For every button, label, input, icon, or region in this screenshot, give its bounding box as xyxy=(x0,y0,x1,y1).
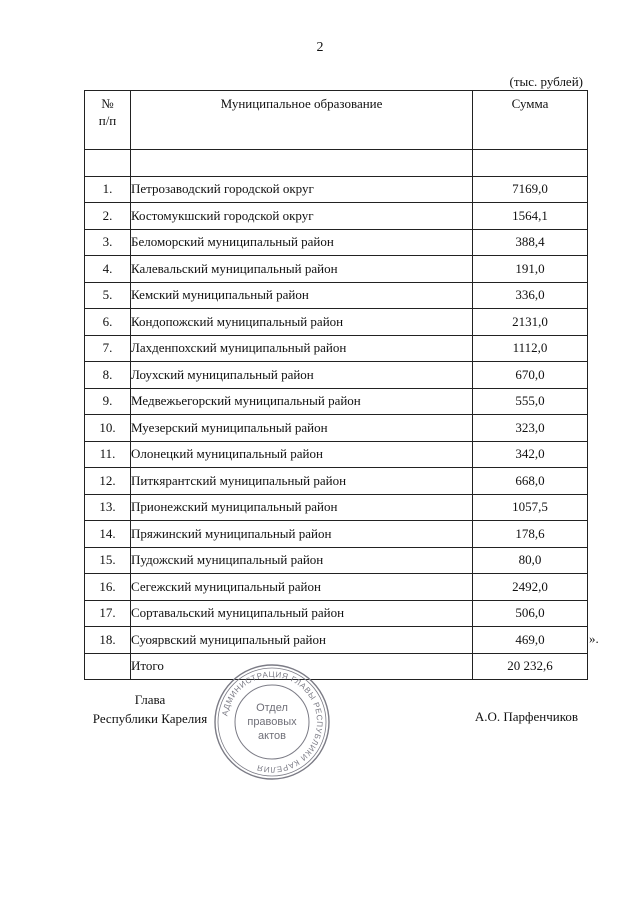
row-number: 7. xyxy=(85,335,131,362)
row-municipality: Петрозаводский городской округ xyxy=(131,176,473,203)
row-number: 14. xyxy=(85,521,131,548)
table-row xyxy=(85,415,588,442)
table-row xyxy=(85,441,588,468)
signature-title xyxy=(84,690,216,728)
header-municipality: Муниципальное образование xyxy=(131,91,473,150)
table-row xyxy=(85,362,588,389)
row-municipality: Кондопожский муниципальный район xyxy=(131,309,473,336)
table-row xyxy=(85,309,588,336)
row-sum: 336,0 xyxy=(473,282,588,309)
table-header-row xyxy=(85,91,588,150)
row-municipality: Кемский муниципальный район xyxy=(131,282,473,309)
row-sum: 2492,0 xyxy=(473,574,588,601)
row-municipality: Олонецкий муниципальный район xyxy=(131,441,473,468)
row-number: 4. xyxy=(85,256,131,283)
table-row xyxy=(85,521,588,548)
row-sum: 323,0 xyxy=(473,415,588,442)
closing-quote: ». xyxy=(589,631,599,646)
row-number: 6. xyxy=(85,309,131,336)
row-number: 1. xyxy=(85,176,131,203)
row-sum: 668,0 xyxy=(473,468,588,495)
total-row xyxy=(85,653,588,680)
row-number: 17. xyxy=(85,600,131,627)
row-municipality: Медвежьегорский муниципальный район xyxy=(131,388,473,415)
row-sum: 506,0 xyxy=(473,600,588,627)
row-sum: 555,0 xyxy=(473,388,588,415)
row-municipality: Суоярвский муниципальный район xyxy=(131,627,473,654)
row-number: 10. xyxy=(85,415,131,442)
total-sum: 20 232,6 xyxy=(473,653,588,680)
row-number: 2. xyxy=(85,203,131,230)
row-municipality: Сортавальский муниципальный район xyxy=(131,600,473,627)
row-municipality: Прионежский муниципальный район xyxy=(131,494,473,521)
table-row xyxy=(85,494,588,521)
row-number: 5. xyxy=(85,282,131,309)
row-number: 15. xyxy=(85,547,131,574)
table-row xyxy=(85,335,588,362)
units-label: (тыс. рублей) xyxy=(509,74,583,89)
stamp-line2: правовых xyxy=(247,716,297,728)
distribution-table xyxy=(84,90,588,680)
stamp-line3: актов xyxy=(258,730,286,742)
row-number: 9. xyxy=(85,388,131,415)
row-municipality: Сегежский муниципальный район xyxy=(131,574,473,601)
header-sum: Сумма xyxy=(473,91,588,150)
row-number: 18. xyxy=(85,627,131,654)
spacer-cell xyxy=(473,150,588,177)
table-row xyxy=(85,176,588,203)
table-body xyxy=(85,150,588,680)
row-sum: 191,0 xyxy=(473,256,588,283)
row-sum: 1112,0 xyxy=(473,335,588,362)
table-row xyxy=(85,256,588,283)
row-sum: 1057,5 xyxy=(473,494,588,521)
table-row xyxy=(85,282,588,309)
table-row xyxy=(85,388,588,415)
header-number-text: № п/п xyxy=(98,96,117,128)
row-municipality: Лахденпохский муниципальный район xyxy=(131,335,473,362)
total-number xyxy=(85,653,131,680)
row-municipality: Костомукшский городской округ xyxy=(131,203,473,230)
spacer-cell xyxy=(131,150,473,177)
row-number: 12. xyxy=(85,468,131,495)
total-label: Итого xyxy=(131,653,473,680)
row-sum: 178,6 xyxy=(473,521,588,548)
table-row xyxy=(85,229,588,256)
row-sum: 7169,0 xyxy=(473,176,588,203)
table-row xyxy=(85,468,588,495)
row-municipality: Пудожский муниципальный район xyxy=(131,547,473,574)
row-sum: 1564,1 xyxy=(473,203,588,230)
row-number: 3. xyxy=(85,229,131,256)
row-number: 13. xyxy=(85,494,131,521)
row-sum: 80,0 xyxy=(473,547,588,574)
header-number xyxy=(85,91,131,150)
row-municipality: Питкярантский муниципальный район xyxy=(131,468,473,495)
row-municipality: Муезерский муниципальный район xyxy=(131,415,473,442)
row-municipality: Беломорский муниципальный район xyxy=(131,229,473,256)
row-municipality: Калевальский муниципальный район xyxy=(131,256,473,283)
stamp-ring-text: АДМИНИСТРАЦИЯ ГЛАВЫ РЕСПУБЛИКИ КАРЕЛИЯ xyxy=(220,669,325,775)
table-row xyxy=(85,600,588,627)
signature-title-line2: Республики Карелия xyxy=(92,711,208,726)
row-sum: 388,4 xyxy=(473,229,588,256)
row-municipality: Пряжинский муниципальный район xyxy=(131,521,473,548)
row-municipality: Лоухский муниципальный район xyxy=(131,362,473,389)
row-number: 16. xyxy=(85,574,131,601)
stamp-line1: Отдел xyxy=(256,702,288,714)
row-sum: 469,0 xyxy=(473,627,588,654)
page-number: 2 xyxy=(316,40,324,55)
row-sum: 342,0 xyxy=(473,441,588,468)
official-stamp xyxy=(213,663,331,781)
signature-title-line1: Глава xyxy=(134,692,166,707)
spacer-cell xyxy=(85,150,131,177)
signatory-name: А.О. Парфенчиков xyxy=(474,709,578,724)
table-row xyxy=(85,574,588,601)
table-row xyxy=(85,627,588,654)
row-sum: 670,0 xyxy=(473,362,588,389)
row-number: 11. xyxy=(85,441,131,468)
table-row xyxy=(85,547,588,574)
row-sum: 2131,0 xyxy=(473,309,588,336)
table-row xyxy=(85,203,588,230)
row-number: 8. xyxy=(85,362,131,389)
spacer-row xyxy=(85,150,588,177)
